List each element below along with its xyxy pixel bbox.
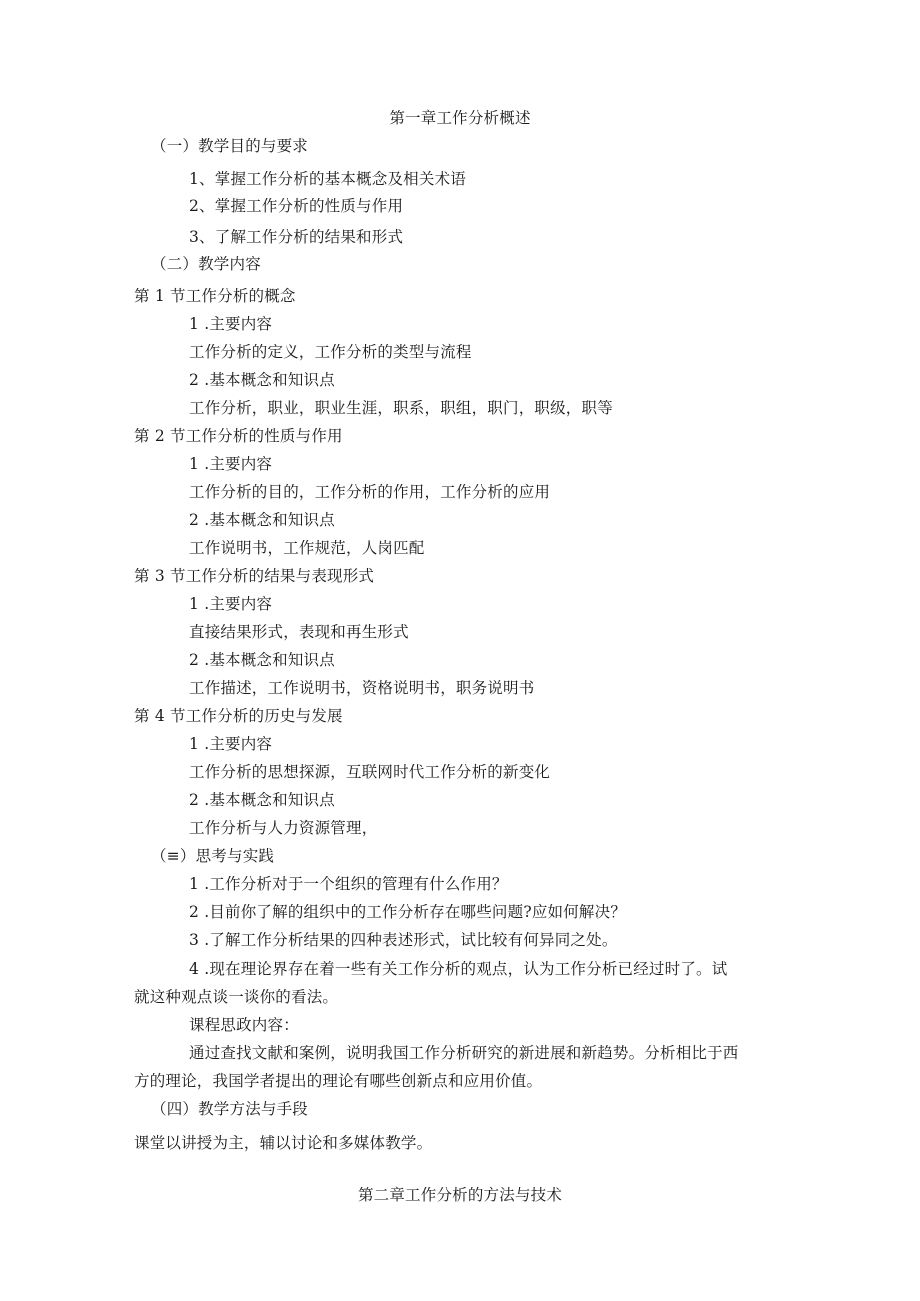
concept-label: 2 .基本概念和知识点 bbox=[189, 371, 335, 389]
concept-label: 2 .基本概念和知识点 bbox=[189, 651, 335, 669]
main-content-text: 工作分析的目的，工作分析的作用，工作分析的应用 bbox=[189, 483, 551, 501]
chapter2-title: 第二章工作分析的方法与技术 bbox=[357, 1186, 563, 1204]
objective-item: 1、掌握工作分析的基本概念及相关术语 bbox=[189, 170, 466, 188]
objectives-heading: （一）教学目的与要求 bbox=[151, 137, 309, 155]
practice-item: 1 .工作分析对于一个组织的管理有什么作用？ bbox=[189, 875, 508, 893]
content-heading: （二）教学内容 bbox=[151, 255, 261, 273]
section-title: 第 1 节工作分析的概念 bbox=[134, 287, 296, 305]
section-title: 第 4 节工作分析的历史与发展 bbox=[134, 707, 343, 725]
main-content-text: 直接结果形式，表现和再生形式 bbox=[189, 623, 409, 641]
concept-text: 工作描述，工作说明书，资格说明书，职务说明书 bbox=[189, 679, 535, 697]
practice-heading: （≡）思考与实践 bbox=[151, 847, 275, 865]
objective-item: 3、了解工作分析的结果和形式 bbox=[189, 228, 404, 246]
main-content-text: 工作分析的定义，工作分析的类型与流程 bbox=[189, 343, 472, 361]
main-content-label: 1 .主要内容 bbox=[189, 315, 273, 333]
practice-item-continuation: 就这种观点谈一谈你的看法。 bbox=[134, 988, 339, 1006]
concept-text: 工作分析与人力资源管理， bbox=[189, 819, 378, 837]
objective-item: 2、掌握工作分析的性质与作用 bbox=[189, 197, 404, 215]
main-content-label: 1 .主要内容 bbox=[189, 455, 273, 473]
main-content-text: 工作分析的思想探源，互联网时代工作分析的新变化 bbox=[189, 763, 551, 781]
ideology-text: 通过查找文献和案例，说明我国工作分析研究的新进展和新趋势。分析相比于西 bbox=[189, 1044, 739, 1062]
ideology-text-continuation: 方的理论，我国学者提出的理论有哪些创新点和应用价值。 bbox=[134, 1072, 543, 1090]
section-title: 第 2 节工作分析的性质与作用 bbox=[134, 427, 343, 445]
practice-item: 3 .了解工作分析结果的四种表述形式，试比较有何异同之处。 bbox=[189, 931, 618, 949]
ideology-label: 课程思政内容： bbox=[189, 1016, 299, 1034]
practice-item: 4 .现在理论界存在着一些有关工作分析的观点，认为工作分析已经过时了。试 bbox=[189, 960, 728, 978]
main-content-label: 1 .主要内容 bbox=[189, 595, 273, 613]
concept-text: 工作分析，职业，职业生涯，职系，职组，职门，职级，职等 bbox=[189, 399, 613, 417]
methods-text: 课堂以讲授为主，辅以讨论和多媒体教学。 bbox=[134, 1134, 433, 1152]
main-content-label: 1 .主要内容 bbox=[189, 735, 273, 753]
concept-label: 2 .基本概念和知识点 bbox=[189, 791, 335, 809]
chapter1-title: 第一章工作分析概述 bbox=[389, 109, 531, 127]
concept-label: 2 .基本概念和知识点 bbox=[189, 511, 335, 529]
section-title: 第 3 节工作分析的结果与表现形式 bbox=[134, 567, 375, 585]
concept-text: 工作说明书，工作规范，人岗匹配 bbox=[189, 539, 425, 557]
practice-item: 2 .目前你了解的组织中的工作分析存在哪些问题?应如何解决？ bbox=[189, 903, 627, 921]
methods-heading: （四）教学方法与手段 bbox=[151, 1100, 309, 1118]
